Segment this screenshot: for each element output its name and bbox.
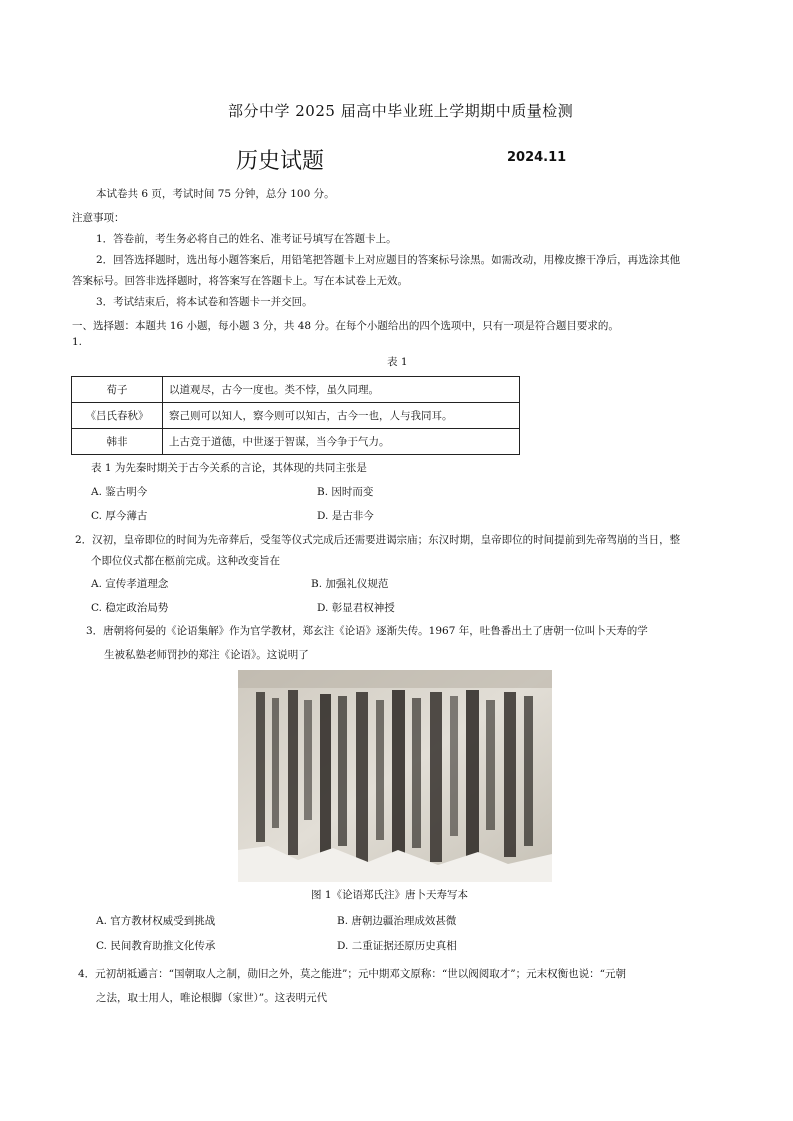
table-cell-author: 韩非 bbox=[72, 429, 163, 455]
exam-header-title: 部分中学 2025 届高中毕业班上学期期中质量检测 bbox=[228, 102, 574, 120]
q1-option-d: D. 是古非今 bbox=[317, 510, 374, 522]
q4-stem-line2: 之法，取士用人，唯论根脚（家世）”。这表明元代 bbox=[96, 992, 328, 1004]
notice-item-1: 1．答卷前，考生务必将自己的姓名、准考证号填写在答题卡上。 bbox=[96, 233, 397, 245]
q4-stem-line1: 4．元初胡祗遹言：“国朝取人之制，勋旧之外，莫之能进”；元中期邓文原称：“世以阀阅取才”；元末权衡也说：“元朝 bbox=[78, 968, 627, 980]
image-caption: 图 1《论语郑氏注》唐卜天寿写本 bbox=[311, 889, 469, 901]
q1-option-a: A. 鉴古明今 bbox=[91, 486, 148, 498]
table-row bbox=[72, 429, 520, 455]
q1-option-c: C. 厚今薄古 bbox=[91, 510, 148, 522]
q3-option-d: D. 二重证据还原历史真相 bbox=[337, 940, 457, 952]
q2-option-d: D. 彰显君权神授 bbox=[317, 602, 395, 614]
manuscript-image bbox=[238, 670, 552, 882]
notice-item-2-line2: 答案标号。回答非选择题时，将答案写在答题卡上。写在本试卷上无效。 bbox=[72, 275, 408, 287]
q3-option-c: C. 民间教育助推文化传承 bbox=[96, 940, 216, 952]
section-heading: 一、选择题：本题共 16 小题，每小题 3 分，共 48 分。在每个小题给出的四个选项中，只有一项是符合题目要求的。 bbox=[72, 320, 619, 332]
q2-option-c: C. 稳定政治局势 bbox=[91, 602, 169, 614]
q2-stem-line1: 2．汉初，皇帝即位的时间为先帝葬后，受玺等仪式完成后还需要进谒宗庙；东汉时期，皇帝即位的时间提前到先帝驾崩的当日，整 bbox=[75, 534, 681, 546]
q3-option-b: B. 唐朝边疆治理成效甚微 bbox=[337, 915, 457, 927]
table-row bbox=[72, 403, 520, 429]
notice-title: 注意事项： bbox=[72, 212, 125, 224]
table-cell-author: 荀子 bbox=[72, 377, 163, 403]
exam-info: 本试卷共 6 页，考试时间 75 分钟，总分 100 分。 bbox=[96, 188, 335, 200]
notice-item-3: 3．考试结束后，将本试卷和答题卡一并交回。 bbox=[96, 296, 313, 308]
q3-option-a: A. 官方教材权威受到挑战 bbox=[96, 915, 216, 927]
q3-stem-line1: 3．唐朝将何晏的《论语集解》作为官学教材，郑玄注《论语》逐渐失传。1967 年，吐鲁番出土了唐朝一位叫卜天寿的学 bbox=[86, 625, 648, 637]
table-caption: 表 1 bbox=[387, 356, 408, 368]
q2-stem-line2: 个即位仪式都在柩前完成。这种改变旨在 bbox=[91, 555, 280, 567]
quote-table bbox=[71, 376, 520, 455]
table-row bbox=[72, 377, 520, 403]
q1-option-b: B. 因时而变 bbox=[317, 486, 374, 498]
exam-date: 2024.11 bbox=[507, 150, 567, 165]
q1-number: 1. bbox=[72, 336, 83, 348]
q1-stem: 表 1 为先秦时期关于古今关系的言论，其体现的共同主张是 bbox=[91, 462, 367, 474]
q2-option-a: A. 宣传孝道理念 bbox=[91, 578, 169, 590]
notice-item-2-line1: 2．回答选择题时，选出每小题答案后，用铅笔把答题卡上对应题目的答案标号涂黑。如需改动，用橡皮擦干净后，再选涂其他 bbox=[96, 254, 681, 266]
q2-option-b: B. 加强礼仪规范 bbox=[311, 578, 389, 590]
table-cell-quote: 上古竞于道德，中世逐于智谋，当今争于气力。 bbox=[163, 429, 520, 455]
q3-stem-line2: 生被私塾老师罚抄的郑注《论语》。这说明了 bbox=[104, 649, 309, 661]
manuscript-photo bbox=[238, 670, 552, 882]
subject-title: 历史试题 bbox=[236, 149, 325, 174]
table-cell-quote: 察己则可以知人，察今则可以知古，古今一也，人与我同耳。 bbox=[163, 403, 520, 429]
table-cell-author: 《吕氏春秋》 bbox=[72, 403, 163, 429]
table-cell-quote: 以道观尽，古今一度也。类不悖，虽久同理。 bbox=[163, 377, 520, 403]
